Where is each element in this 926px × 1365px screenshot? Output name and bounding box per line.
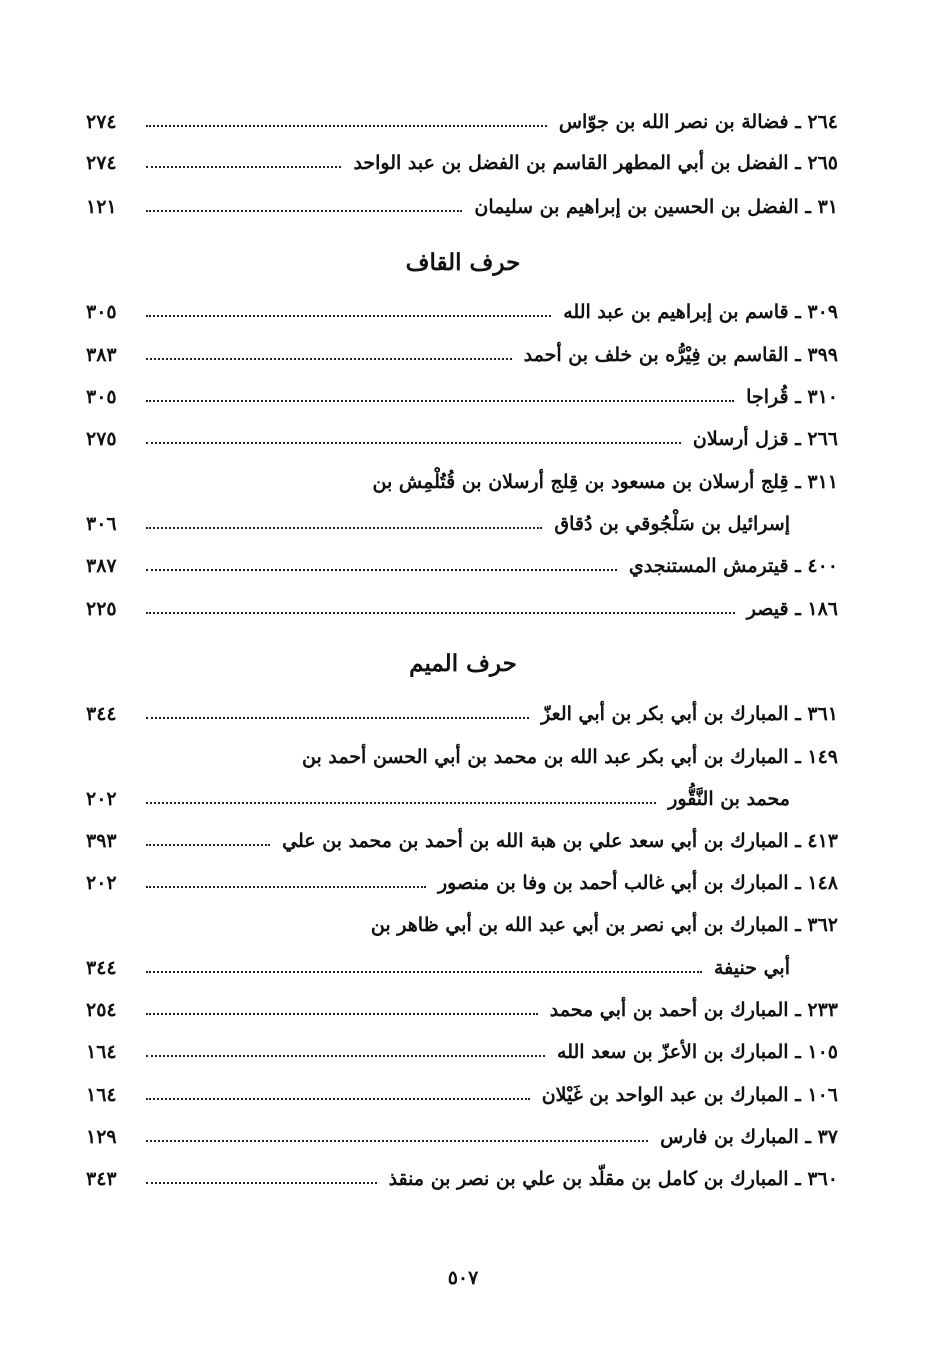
dot-leader <box>146 844 270 846</box>
entry-number: ١٤٨ ـ <box>795 872 838 894</box>
dot-leader <box>146 315 551 317</box>
entry-page: ٢٧٤ <box>86 111 117 133</box>
entry-title <box>553 102 838 142</box>
entry-number: ١٨٦ ـ <box>795 598 838 620</box>
index-entry <box>86 1117 838 1157</box>
entry-title <box>708 948 790 988</box>
entry-name: قيترمش المستنجدي <box>628 555 789 577</box>
entry-number: ٣٦٠ ـ <box>795 1168 838 1190</box>
dot-leader <box>146 210 462 212</box>
entry-page: ٣٨٣ <box>86 344 117 366</box>
entry-number: ٣١٠ ـ <box>795 386 838 408</box>
index-entry <box>86 292 838 332</box>
entry-name: أبي حنيفة <box>713 957 790 979</box>
entry-title <box>535 694 838 734</box>
entry-name: المبارك بن أبي سعد علي بن هبة الله بن أحمد بن محمد بن علي <box>282 830 789 852</box>
entry-name: محمد بن النَّقُّور <box>668 788 790 810</box>
dot-leader <box>146 125 547 127</box>
index-entry <box>86 102 838 142</box>
dot-leader <box>146 442 681 444</box>
dot-leader <box>146 1013 538 1015</box>
entry-page: ٢٧٥ <box>86 428 117 450</box>
entry-title <box>623 546 838 586</box>
entry-number: ١٠٦ ـ <box>795 1084 838 1106</box>
entry-title <box>302 737 838 777</box>
entry-page: ٢٠٢ <box>86 872 117 894</box>
entry-title <box>551 1032 838 1072</box>
entry-page: ٣٤٤ <box>86 703 117 725</box>
entry-name: قُراجا <box>746 386 789 408</box>
entry-name: القاسم بن فِيْرُّه بن خلف بن أحمد <box>523 344 789 366</box>
entry-title <box>373 462 838 502</box>
entry-number: ٣٩٩ ـ <box>795 344 838 366</box>
entry-title <box>687 419 838 459</box>
entry-page: ١٦٤ <box>86 1041 117 1063</box>
entry-number: ٤١٣ ـ <box>795 830 838 852</box>
entry-page: ٣٠٥ <box>86 386 117 408</box>
entry-name: قِلج أرسلان بن مسعود بن قِلج أرسلان بن قُتُلْمِش بن <box>372 471 789 493</box>
entry-name: المبارك بن أحمد بن أبي محمد <box>549 999 789 1021</box>
entry-number: ٤٠٠ ـ <box>795 555 838 577</box>
dot-leader <box>146 1140 648 1142</box>
entry-name: إسرائيل بن سَلْجُوقي بن دُقاق <box>554 513 790 535</box>
index-entry <box>86 821 838 861</box>
entry-name: الفضل بن الحسين بن إبراهيم بن سليمان <box>474 196 799 218</box>
entry-title <box>544 990 838 1030</box>
entry-name: قاسم بن إبراهيم بن عبد الله <box>563 301 789 323</box>
entry-name: المبارك بن أبي نصر بن أبي عبد الله بن أبي ظاهر بن <box>370 914 789 936</box>
entry-number: ١٠٥ ـ <box>795 1041 838 1063</box>
entry-page: ٢٥٤ <box>86 999 117 1021</box>
index-entry-continuation <box>86 948 838 988</box>
entry-title <box>276 821 838 861</box>
dot-leader <box>146 569 617 571</box>
index-entry <box>86 694 838 734</box>
index-entry <box>86 419 838 459</box>
dot-leader <box>146 971 702 973</box>
dot-leader <box>146 612 735 614</box>
entry-number: ٢٦٥ ـ <box>795 152 838 174</box>
entry-name: قيصر <box>746 598 789 620</box>
entry-title <box>654 1117 838 1157</box>
dot-leader <box>146 166 341 168</box>
index-entry <box>86 863 838 903</box>
index-entry <box>86 143 838 183</box>
entry-number: ٣١ ـ <box>805 196 838 218</box>
section-heading-qaf: حرف القاف <box>405 249 521 276</box>
entry-title <box>383 1159 838 1199</box>
dot-leader <box>146 527 542 529</box>
entry-page: ٣٩٣ <box>86 830 117 852</box>
entry-page: ٣٠٦ <box>86 513 117 535</box>
index-entry <box>86 1075 838 1115</box>
entry-name: الفضل بن أبي المطهر القاسم بن الفضل بن عبد الواحد <box>353 152 789 174</box>
entry-number: ٢٦٦ ـ <box>795 428 838 450</box>
entry-title <box>557 292 838 332</box>
entry-name: المبارك بن عبد الواحد بن غَيْلان <box>541 1084 789 1106</box>
entry-name: قزل أرسلان <box>692 428 789 450</box>
index-entry-continuation <box>86 504 838 544</box>
page-number: ٥٠٧ <box>447 1267 479 1289</box>
entry-number: ٢٦٤ ـ <box>795 111 838 133</box>
entry-number: ٣١١ ـ <box>795 471 838 493</box>
entry-title <box>468 187 838 227</box>
entry-page: ٣٨٧ <box>86 555 117 577</box>
entry-title <box>740 377 838 417</box>
entry-number: ٢٣٣ ـ <box>795 999 838 1021</box>
dot-leader <box>146 1098 530 1100</box>
dot-leader <box>146 717 529 719</box>
entry-number: ٣٧ ـ <box>805 1126 838 1148</box>
entry-title <box>518 335 838 375</box>
index-entry <box>86 990 838 1030</box>
entry-title <box>662 779 790 819</box>
index-entry <box>86 1159 838 1199</box>
entry-name: المبارك بن أبي بكر عبد الله بن محمد بن أبي الحسن أحمد بن <box>301 746 789 768</box>
index-entry <box>86 187 838 227</box>
index-entry <box>86 546 838 586</box>
dot-leader <box>146 886 426 888</box>
index-entry <box>86 462 838 502</box>
entry-title <box>347 143 838 183</box>
index-entry <box>86 1032 838 1072</box>
entry-page: ٢٠٢ <box>86 788 117 810</box>
entry-number: ٣٠٩ ـ <box>795 301 838 323</box>
entry-title <box>371 905 838 945</box>
entry-name: المبارك بن أبي بكر بن أبي العزّ <box>541 703 789 725</box>
entry-name: المبارك بن أبي غالب أحمد بن وفا بن منصور <box>437 872 789 894</box>
entry-page: ١٢٩ <box>86 1126 117 1148</box>
dot-leader <box>146 802 656 804</box>
entry-page: ١٢١ <box>86 196 117 218</box>
index-entry <box>86 589 838 629</box>
entry-number: ٣٦٢ ـ <box>795 914 838 936</box>
entry-title <box>536 1075 838 1115</box>
index-entry <box>86 335 838 375</box>
entry-title <box>548 504 790 544</box>
entry-page: ٢٢٥ <box>86 598 117 620</box>
entry-name: المبارك بن فارس <box>660 1126 799 1148</box>
entry-number: ٣٦١ ـ <box>795 703 838 725</box>
dot-leader <box>146 358 512 360</box>
dot-leader <box>146 1182 377 1184</box>
dot-leader <box>146 400 734 402</box>
entry-title <box>432 863 838 903</box>
entry-name: المبارك بن الأعزّ بن سعد الله <box>557 1041 789 1063</box>
entry-page: ٣٠٥ <box>86 301 117 323</box>
entry-title <box>741 589 838 629</box>
entry-name: المبارك بن كامل بن مقلّد بن علي بن نصر بن منقذ <box>388 1168 789 1190</box>
dot-leader <box>146 1055 545 1057</box>
entry-page: ١٦٤ <box>86 1084 117 1106</box>
section-heading-mim: حرف الميم <box>409 650 517 677</box>
index-entry <box>86 737 838 777</box>
index-entry <box>86 905 838 945</box>
entry-page: ٢٧٤ <box>86 152 117 174</box>
entry-page: ٣٤٣ <box>86 1168 117 1190</box>
entry-page: ٣٤٤ <box>86 957 117 979</box>
entry-number: ١٤٩ ـ <box>795 746 838 768</box>
index-entry <box>86 377 838 417</box>
entry-name: فضالة بن نصر الله بن جوّاس <box>558 111 789 133</box>
index-entry-continuation <box>86 779 838 819</box>
